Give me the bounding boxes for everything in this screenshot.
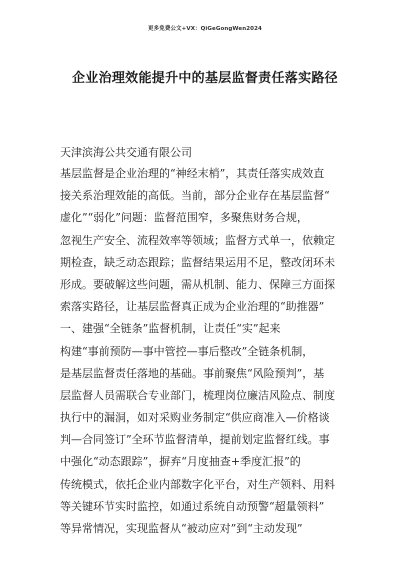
body-line: 接关系治理效能的高低。当前，部分企业存在基层监督“: [60, 189, 330, 203]
body-line: 判—合同签订”全环节监督清单，提前划定监督红线。事: [60, 433, 330, 447]
body-line: 构建“事前预防—事中管控—事后整改”全链条机制，: [60, 344, 314, 358]
organization-name: 天津滨海公共交通有限公司: [60, 146, 192, 159]
body-line: 期检查，缺乏动态跟踪；监督结果运用不足，整改闭环未: [60, 255, 335, 269]
body-line: 传统模式，依托企业内部数字化平台，对生产领料、用料: [60, 477, 335, 491]
body-line: 层监督人员需联合专业部门，梳理岗位廉洁风险点、制度: [60, 388, 335, 402]
body-line: 是基层监督责任落地的基础。事前聚焦“风险预判”，基: [60, 366, 325, 380]
body-line: 虚化”“弱化”问题：监督范围窄，多聚焦财务合规，: [60, 211, 308, 225]
document-body: [60, 163, 360, 540]
body-line: 索落实路径，让基层监督真正成为企业治理的“助推器”: [60, 300, 325, 314]
body-line: 忽视生产安全、流程效率等领域；监督方式单一，依赖定: [60, 233, 335, 247]
body-line: 等关键环节实时监控，如通过系统自动预警“超量领料”: [60, 499, 325, 513]
body-line: 基层监督是企业治理的“神经末梢”，其责任落实成效直: [60, 167, 325, 180]
body-line: 形成。要破解这些问题，需从机制、能力、保障三方面探: [60, 277, 335, 291]
body-line: 中强化“动态跟踪”，摒弃“月度抽查+季度汇报”的: [60, 455, 301, 469]
promo-header-note: 更多免费公文+VX：QiGeGongWen2024: [148, 26, 262, 32]
body-line: 等异常情况，实现监督从“被动应对”到“主动发现”: [60, 522, 303, 535]
document-title: 企业治理效能提升中的基层监督责任落实路径: [71, 71, 338, 86]
body-line: 执行中的漏洞，如对采购业务制定“供应商准入—价格谈: [60, 411, 330, 425]
section-heading: 一、建强“全链条”监督机制，让责任“实”起来: [60, 322, 281, 336]
